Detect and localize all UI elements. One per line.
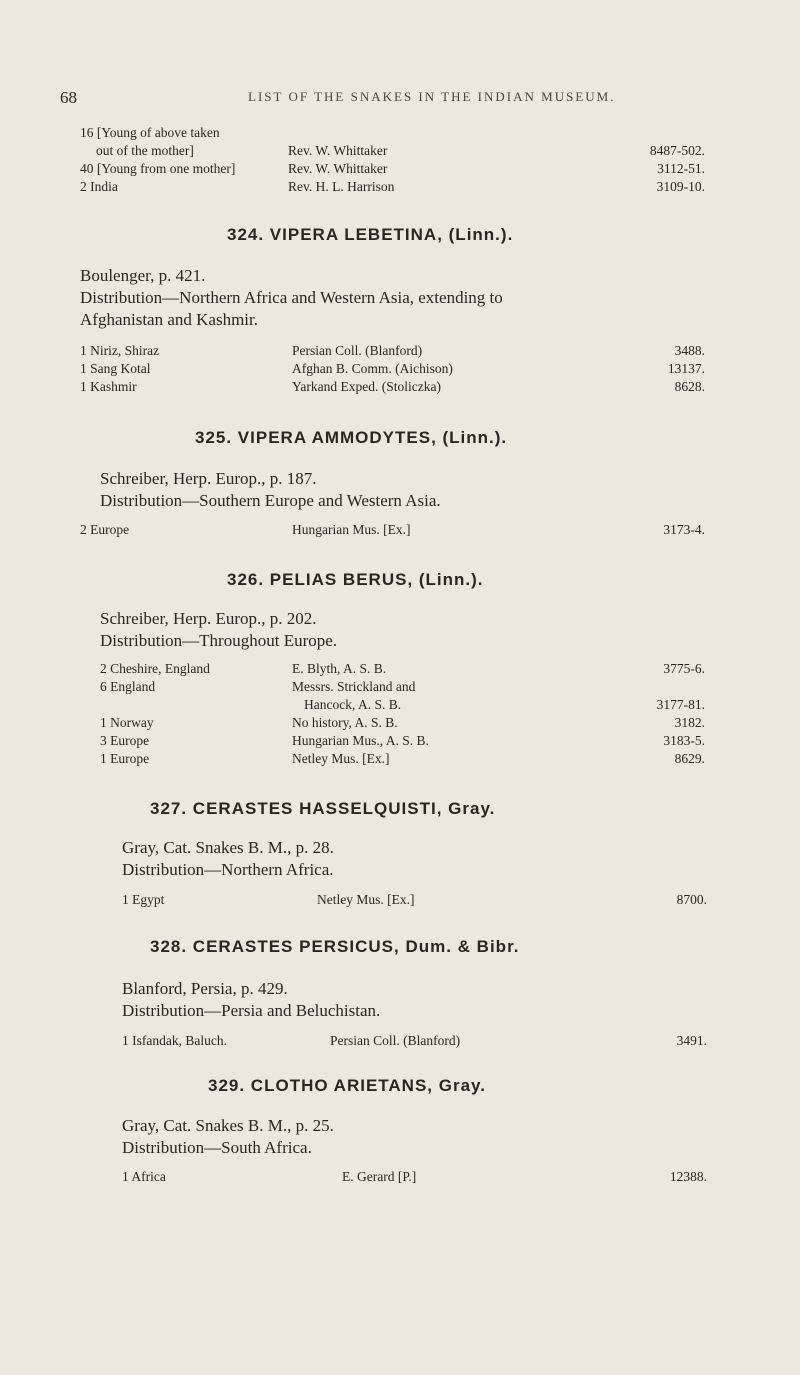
entry-number: 3491. [676,1033,707,1048]
entry-specimen: 1 Norway [100,715,154,730]
entry-number: 3182. [674,715,705,730]
entry-number: 8629. [674,751,705,766]
entry-source: No history, A. S. B. [292,715,398,730]
page-number: 68 [60,88,77,107]
species-heading: 326. PELIAS BERUS, (Linn.). [227,570,484,589]
species-reference: Gray, Cat. Snakes B. M., p. 28. [122,838,334,857]
species-reference: Schreiber, Herp. Europ., p. 187. [100,469,317,488]
entry-number: 8487-502. [649,143,705,158]
entry-source: Rev. W. Whittaker [288,143,388,158]
entry-specimen: out of the mother] [96,143,194,158]
page-header [60,88,720,114]
entry-source: E. Gerard [P.] [342,1169,417,1184]
entry-source: Netley Mus. [Ex.] [317,892,415,907]
entry-specimen: 2 Europe [80,522,130,537]
entry-source: Yarkand Exped. (Stoliczka) [292,379,441,394]
entry-source: Netley Mus. [Ex.] [292,751,390,766]
entry-number: 3177-81. [656,697,705,712]
entry-source: Rev. W. Whittaker [288,161,388,176]
species-heading: 328. CERASTES PERSICUS, Dum. & Bibr. [150,937,520,956]
entry-specimen: 1 Niriz, Shiraz [80,343,160,358]
entry-number: 3775-6. [663,661,705,676]
entry-specimen: 16 [Young of above taken [80,125,220,140]
entry-specimen: 1 Isfandak, Baluch. [122,1033,227,1048]
entry-source: Hungarian Mus. [Ex.] [292,522,411,537]
running-title: LIST OF THE SNAKES IN THE INDIAN MUSEUM. [248,89,616,104]
species-heading: 325. VIPERA AMMODYTES, (Linn.). [195,428,508,447]
entry-number: 3109-10. [656,179,705,194]
species-distribution: Distribution—Southern Europe and Western Asia. [100,491,441,510]
entry-specimen: 2 Cheshire, England [100,661,210,676]
entry-source: Messrs. Strickland and [292,679,416,694]
entry-source: Afghan B. Comm. (Aichison) [292,361,453,376]
entry-number: 8700. [676,892,707,907]
species-heading: 324. VIPERA LEBETINA, (Linn.). [227,225,514,244]
entry-specimen: 1 Europe [100,751,150,766]
entry-specimen: 40 [Young from one mother] [80,161,236,176]
species-distribution: Distribution—Northern Africa. [122,860,334,879]
species-reference: Schreiber, Herp. Europ., p. 202. [100,609,317,628]
entry-specimen: 6 England [100,679,156,694]
entry-specimen: 2 India [80,179,118,194]
entry-number: 8628. [674,379,705,394]
entry-source: Hungarian Mus., A. S. B. [292,733,429,748]
species-heading: 329. CLOTHO ARIETANS, Gray. [208,1076,486,1095]
entry-specimen: 1 Egypt [122,892,165,907]
entry-source: Rev. H. L. Harrison [288,179,395,194]
species-reference: Gray, Cat. Snakes B. M., p. 25. [122,1116,334,1135]
entry-number: 13137. [667,361,705,376]
species-distribution: Distribution—Persia and Beluchistan. [122,1001,381,1020]
entry-number: 3112-51. [657,161,705,176]
species-reference: Boulenger, p. 421. [80,266,206,285]
entry-number: 3173-4. [663,522,705,537]
entry-source: Persian Coll. (Blanford) [330,1033,461,1048]
entry-source: Hancock, A. S. B. [304,697,402,712]
entry-source: E. Blyth, A. S. B. [292,661,387,676]
species-distribution: Afghanistan and Kashmir. [80,310,258,329]
entry-specimen: 1 Kashmir [80,379,137,394]
species-distribution: Distribution—South Africa. [122,1138,312,1157]
entry-source: Persian Coll. (Blanford) [292,343,423,358]
species-distribution: Distribution—Northern Africa and Western Asia, extending to [80,288,503,307]
entry-number: 12388. [669,1169,707,1184]
species-distribution: Distribution—Throughout Europe. [100,631,338,650]
entry-specimen: 1 Africa [122,1169,166,1184]
entry-number: 3488. [674,343,705,358]
entry-specimen: 3 Europe [100,733,150,748]
species-heading: 327. CERASTES HASSELQUISTI, Gray. [150,799,496,818]
species-reference: Blanford, Persia, p. 429. [122,979,288,998]
entry-number: 3183-5. [663,733,705,748]
entry-specimen: 1 Sang Kotal [80,361,151,376]
